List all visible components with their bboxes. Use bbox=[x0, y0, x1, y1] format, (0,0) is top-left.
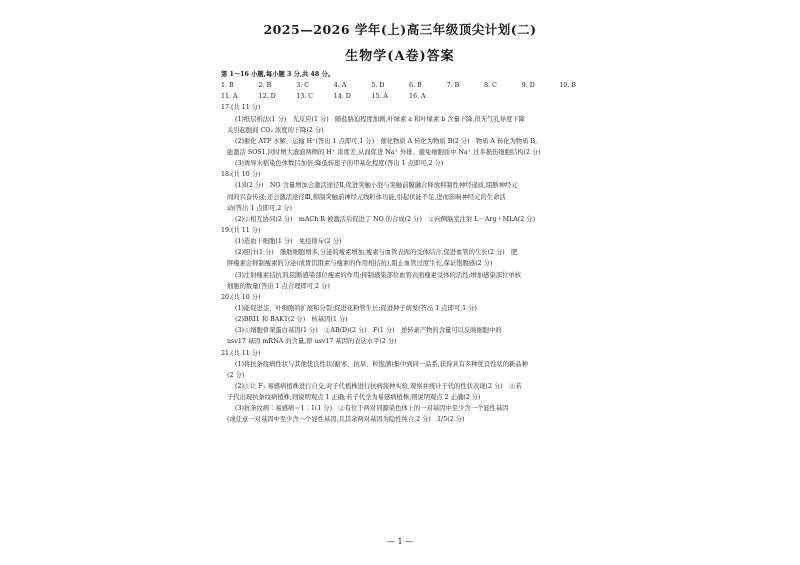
mc-answer: 1. B bbox=[221, 82, 234, 90]
q19-header: 19.(共 11 分) bbox=[221, 226, 261, 234]
mc-answer: 4. A bbox=[333, 82, 347, 90]
mc-answer: 5. D bbox=[371, 82, 385, 90]
q21-answer-1-cont: (2 分) bbox=[227, 371, 245, 379]
q18-answer-1: (1)Ⅰ(2 分) NO 含量增加会激活途径Ⅱ,促进突触小泡与突触前膜融合释放抑制性神经递质,阻断神经元 bbox=[235, 182, 518, 190]
q19-answer-2-cont: 胖瘦素会抑制瘦素的分泌(或胃饥饿素与瘦素的作用相拮抗),阻止血管过度生长,保证饱腹感(2 分) bbox=[227, 260, 493, 268]
mc-answer: 16. A bbox=[408, 93, 426, 101]
q20-answer-1: (1)能促进茎、叶细胞的扩展和分裂;促进花粉管生长;促进种子萌发(答出 1 点即可,1 分) bbox=[235, 304, 477, 312]
answer-content bbox=[221, 69, 600, 426]
q20-answer-3-cont: usv17 基因 mRNA 的含量,即 usv17 基因的表达水平(2 分) bbox=[227, 338, 397, 346]
q17-header: 17.(共 11 分) bbox=[221, 104, 261, 112]
mc-answer: 3. C bbox=[296, 82, 310, 90]
mc-answer: 13. C bbox=[296, 93, 314, 101]
subject-title: 生物学(A卷)答案 bbox=[345, 49, 455, 64]
q19-answer-3: (3)注射瘦素拮抗剂,阻断感染部位瘦素的作用;抑制感染部位血管表面瘦素受体的活性;增加感染部位单核 bbox=[235, 271, 521, 279]
q21-answer-1: (1)将抗条纹病性状与其他优良性状(耐寒、抗旱、粒饱满)集中到同一品系,获得具有多种优良性状的新品种 bbox=[235, 360, 528, 368]
page-number: — 1 — bbox=[386, 537, 414, 546]
mc-answer: 14. D bbox=[333, 93, 351, 101]
q21-answer-2: (2)①让 F₁ 易感病植株进行自交,对子代植株进行抗病接种实验,观察并统计子代的性状表现(2 分) ②若 bbox=[235, 382, 522, 390]
q17-answer-2: (2)催化 ATP 水解、运输 H⁺(答出 1 点即可,1 分) 催化物质 A 转化为物质 B(2 分) 物质 A 转化为物质 B, bbox=[235, 137, 538, 145]
mc-answer: 11. A bbox=[221, 93, 238, 101]
q21-header: 21.(共 11 分) bbox=[221, 349, 261, 357]
mc-row-1 bbox=[221, 80, 600, 91]
mc-row-2 bbox=[221, 91, 600, 102]
q19-answer-3-cont: 细胞的数量(答出 1 点合理即可,2 分) bbox=[227, 282, 330, 290]
mc-answer: 8. C bbox=[484, 82, 497, 90]
q21-answer-3-cont: (或任意一对基因中至少含一个显性基因,且其余两对基因为隐性纯合,2 分) 1/5(2 分) bbox=[227, 416, 465, 424]
q17-answer-3: (3)诱导水稻染色体数目加倍;降低转座子的甲基化程度(答出 1 点即可,2 分) bbox=[235, 160, 444, 168]
q19-answer-2: (2)胆汁(1 分) 脂肪细胞增多,分泌的瘦素增加,瘦素与血管表面的受体结合,促进血管的生长(2 分) 肥 bbox=[235, 249, 518, 257]
q17-answer-1: (1)纸层析法(1 分) 光反应(1 分) 随盐胁迫程度加剧,叶绿素 a 和叶绿素 b 含量下降,但无气孔导度下降 bbox=[235, 115, 525, 123]
q19-answer-1: (1)造血干细胞(1 分) 免疫排斥(2 分) bbox=[235, 238, 342, 246]
q17-answer-2-cont: 能激活 SOS1,同时增大液泡两侧的 H⁺ 浓度差,从而促进 Na⁺ 外排、避免细胞质中 Na⁺ 过多损伤细胞结构(2 分) bbox=[227, 148, 541, 156]
q17-answer-1-cont: 关引起胞间 CO₂ 浓度的下降(2 分) bbox=[227, 126, 324, 134]
q21-answer-3: (3)抗条纹病∶易感病＝1∶1(1 分) ②有位于两对同源染色体上的一对基因中至少含一个显性基因 bbox=[235, 405, 509, 413]
q18-answer-1-cont2: 动(答出 1 点即可,2 分) bbox=[227, 204, 293, 212]
exam-title: 2025—2026 学年(上)高三年级顶尖计划(二) bbox=[263, 22, 537, 37]
q20-answer-2: (2)BRI1 和 BAK1(2 分) 核基因(1 分) bbox=[235, 316, 348, 324]
q20-header: 20.(共 10 分) bbox=[221, 293, 261, 301]
mc-answer: 10. B bbox=[559, 82, 576, 90]
mc-answer: 12. D bbox=[258, 93, 276, 101]
q18-answer-2: (2)①相互协同(2 分) mACh R 被激活后促进了 NO 的合成(2 分) ②向侧脑室注射 L－Arg＋MLA(2 分) bbox=[235, 215, 536, 223]
q20-answer-3: (3)①细胞骨架蛋白基因(1 分) ②AB(D)(2 分) F(1 分) 逆转录产物的含量可以反映细胞中的 bbox=[235, 327, 502, 335]
mc-answer: 6. B bbox=[408, 82, 422, 90]
q21-answer-2-cont: 子代出现抗条纹病植株,则说明观点 1 正确;若子代全为易感病植株,则说明观点 2 正确(2 分) bbox=[227, 394, 481, 402]
mc-answer: 2. B bbox=[258, 82, 272, 90]
q18-answer-1-cont: 间的兴奋传递;还会激活途径Ⅲ,抑制突触前神经元线粒体功能,引起供能不足,进而影响神经元的生命活 bbox=[227, 193, 506, 201]
mc-answer: 7. B bbox=[446, 82, 460, 90]
mc-answer: 9. D bbox=[521, 82, 535, 90]
q18-header: 18.(共 10 分) bbox=[221, 171, 261, 179]
mc-answer: 15. A bbox=[371, 93, 388, 101]
mc-heading: 第 1～16 小题,每小题 3 分,共 48 分。 bbox=[221, 71, 335, 78]
